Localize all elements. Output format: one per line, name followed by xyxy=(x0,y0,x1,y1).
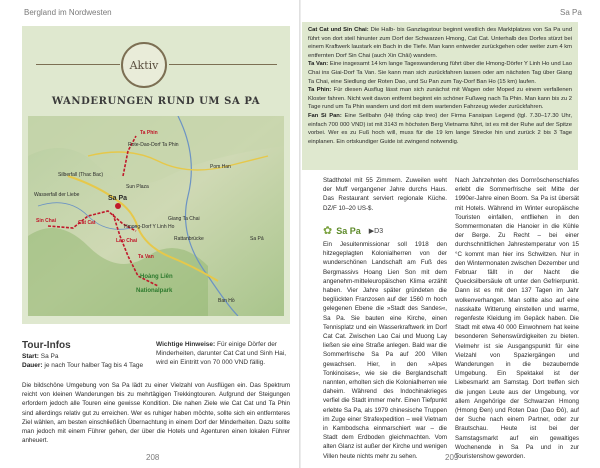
page-number-left: 208 xyxy=(146,453,160,462)
tour-hint xyxy=(156,340,290,367)
running-head-left: Bergland im Nordwesten xyxy=(24,8,112,17)
box-paragraph-fan-si-pan xyxy=(308,112,572,146)
box-lead-fan-si-pan: Fan Si Pan: xyxy=(308,112,342,119)
box-text-ta-phin: Für diesen Ausflug lässt man sich zunächst mit Wagen oder Moped zu einem verfallenen Kloster fahren. Nicht weit davon entfernt beginnt ein schöner Fußweg nach Ta Phin. Man kann bis zu 2 Tage rund um Ta Phin wandern und dort mit dem wartenden Fahrzeug wieder zurückfahren. xyxy=(308,87,572,111)
label-ban-ho: Ban Hồ xyxy=(218,298,235,304)
box-text-fan-si-pan: Eine Seilbahn (Hệ thống cáp treo) der Firma Fansipan Legend (tgl. 7.30–17.30 Uhr, einfach 700 000 VND) ist mit 3143 m höchsten Berg Vietnams führt, ist es mit der Ruhe auf der Spitze vorbei. Wer es zu Fuß hoch will, muss für die 19 km lange Strecke hin und zurück 2 bis 3 Tage einplanen. Ein ortskundiger Guide ist zwingend notwendig. xyxy=(308,112,572,145)
aktiv-badge-label: Aktiv xyxy=(129,58,159,72)
flower-icon: ✿ xyxy=(323,225,333,237)
tour-start xyxy=(22,353,59,360)
box-lead-ta-van: Ta Van: xyxy=(308,61,329,68)
page-number-right: 209 xyxy=(445,453,459,462)
section-name: Sa Pa xyxy=(336,225,361,236)
tour-infos-title: Tour-Infos xyxy=(22,340,71,351)
label-sa-pa: Sa Pa xyxy=(108,195,128,202)
badge-rule-left xyxy=(36,64,120,65)
box-paragraph-cat-cat xyxy=(308,26,572,60)
label-lao-chai: Lao Chai xyxy=(116,238,138,244)
box-lead-cat-cat: Cat Cat und Sin Chai: xyxy=(308,27,369,33)
label-rote-dao: Rote-Dao-Dorf Ta Phin xyxy=(128,142,179,148)
box-paragraph-ta-phin xyxy=(308,86,572,112)
label-rattanbruecke: Rattanbrücke xyxy=(174,236,204,242)
section-heading-sa-pa xyxy=(323,224,383,237)
tour-dauer xyxy=(22,362,143,369)
label-cat-cat: Cat Cat xyxy=(78,220,96,226)
map-reference: ▶D3 xyxy=(368,227,384,235)
label-hmong-dorf: Hmong-Dorf Y Linh Ho xyxy=(124,224,175,230)
label-ta-phin: Ta Phin xyxy=(140,130,158,136)
aktiv-badge xyxy=(121,42,167,88)
running-head-right: Sa Pa xyxy=(560,8,582,17)
label-silberfall: Silberfall (Thac Bac) xyxy=(58,172,104,178)
book-gutter xyxy=(299,0,301,468)
tour-hint-label: Wichtige Hinweise: xyxy=(156,341,216,348)
label-ta-van: Ta Van xyxy=(138,254,154,260)
label-pom-han: Pom Han xyxy=(210,164,231,170)
label-sun-plaza: Sun Plaza xyxy=(126,184,149,190)
right-col1-body-text: Ein Jesuitenmissionar soll 1918 den hitzegeplagten Kolonialherren von der wunderschönen Landschaft am Fuß des Bergmassivs Hoang Lien Son mit dem angenehm-mitteleuropäischen Klima erzählt haben. Vier Jahre später gründeten die beglückten Franzosen auf der 1560 m hoch gelegenen Ebene die »Stadt des Sandes«, Sa Pa. Sie bauten eine Kirche, einen Tennisplatz und ein Wasserkraftwerk im Dorf Cat Cat. Zwischen Lao Cai und Muong Lay ließen sie eine Straße anlegen. Bald war die Sommerfrische Sa Pa auf 200 Villen gewachsen. Hier, in den »Alpes Tonkinoises«, wie sie die Berglandschaft nannten, erholten sich die Kolonialherren wie daheim. Während des Indochinakrieges verfiel die Stadt immer mehr. Einen Tiefpunkt erlebte Sa Pa, als 1979 chinesische Truppen im Zuge einer Strafexpedition – weil Vietnam in Kambodscha einmarschiert war – die Stadt dem Erdboden gleichmachten. Vom alten Glanz ist außer der Kirche und wenigen Villen heute nichts mehr zu sehen. xyxy=(323,241,447,460)
box-text-cat-cat: Die Halb- bis Ganztagstour beginnt westlich des Marktplatzes von Sa Pa und führt von dort steil hinunter zum Dorf der Schwarzen Hmong, Cat Cat. Unterhalb des Dorfes stürzt bei einem Kraftwerk laustark ein Bach in die Tiefe. Man kann entweder zurückgehen oder weiter zum 4 km entfernten Dorf Sin Chai (auch Xin Chải) wandern. xyxy=(308,27,572,59)
box-paragraph-ta-van xyxy=(308,60,572,86)
hiking-map xyxy=(28,116,284,316)
label-sin-chai: Sin Chai xyxy=(36,218,57,224)
label-nationalpark: Nationalpark xyxy=(136,288,173,294)
sa-pa-marker xyxy=(115,203,121,209)
tour-dauer-label: Dauer: xyxy=(22,362,43,369)
map-canvas xyxy=(28,116,284,316)
figure-title: WANDERUNGEN RUND UM SA PA xyxy=(51,96,261,107)
badge-rule-right xyxy=(169,64,277,65)
tour-dauer-value: je nach Tour halber Tag bis 4 Tage xyxy=(44,362,144,369)
tour-start-label: Start: xyxy=(22,353,39,360)
box-text-ta-van: Eine insgesamt 14 km lange Tageswanderung führt über die Hmong-Dörfer Y Linh Ho und Lao Chai ins Giai-Dorf Ta Van. Sie kann man sich zurückfahren lassen oder am nächsten Tag über Giang Ta Chai, eine Siedlung der Roten Dao, und Su Pan zum Tay-Dorf Ban Ho (15 km) laufen. xyxy=(308,61,572,85)
left-body-text: Die bildschöne Umgebung von Sa Pa lädt zu einer Vielzahl von Ausflügen ein. Das Spektrum reicht von kleinen Wanderungen bis zu mehrtägigen Trekkingtouren. Aufgrund der Steigungen erfordern jedoch alle Touren eine gewisse Kondition. Die nahen Ziele wie Cat Cat und Ta Phin sind allerdings relativ gut zu erreichen. Wer es ruhiger haben möchte, sollte sich ein entfernteres Ziel wählen, am besten einschließlich Übernachtung in einem Dorf der Minderheiten. Dazu sollte man jedoch mit einem Führer gehen, der über die Hotels und Agenturen einen lokalen Führer anheuert. xyxy=(22,382,290,445)
tour-start-value: Sa Pa xyxy=(40,353,59,360)
right-col2-body-text: Nach Jahrzehnten des Dornröschenschlafes erlebt die Sommerfrische seit Mitte der 1990er-Jahre einen Boom. Sa Pa ist übersät mit Hotels. Während im Winter europäische Touristen einfallen, entfliehen in den Sommermonaten die Hanoier in die Kühle der Berge. Zu Recht – bei einer durchschnittlichen Jahrestemperatur von 15 °C kommt man hier ins Schwitzen. Nur in den Wintermonaten zwischen Dezember und Februar fällt in der Nacht die Quecksilbersäule oft unter den Gefrierpunkt. Dann ist es mit den 137 Tagen im Jahr wolkenverhangen. Man sollte also auf eine nasskalte Witterung einstellen und warme, regenfeste Kleidung im Gepäck haben. Die Stadt mit etwa 40 000 Einwohnern hat keine besonderen Sehenswürdigkeiten zu bieten. Vielmehr ist sie Ausgangspunkt für eine Vielzahl von Spaziergängen und Wanderungen in die bezaubernde Umgebung. Ein Spektakel ist der Liebesmarkt am Samstag. Dort treffen sich die jungen Leute aus der Umgebung, vor allem Angehörige der Schwarzen Hmong (Hmong Đen) und Roten Dao (Dao Đỏ), auf der Suche nach einem Partner, oder zur Brautschau. Heute ist bei der Samstagsmarkt auf ein gewaltiges Wochenende in Sa Pa und in zur Touristenshow geworden. xyxy=(455,177,579,461)
tour-description-box xyxy=(302,22,578,170)
box-lead-ta-phin: Ta Phin: xyxy=(308,87,332,94)
label-giang-ta-chai: Giang Ta Chai xyxy=(168,216,200,222)
label-sa-pa-tour: Sa Pả xyxy=(250,236,264,242)
label-wasserfall: Wasserfall der Liebe xyxy=(34,192,80,198)
right-col1-top-text: Stadthotel mit 55 Zimmern. Zuweilen weht der Muff vergangener Jahre durchs Haus. Das Restaurant serviert regionale Küche. DZ/F 10–20 US-$. xyxy=(323,177,447,212)
tour-hint-text: Für einige Dörfer der Minderheiten, darunter Cat Cat und Sinh Hai, wird ein Eintritt von 70 000 VND fällig. xyxy=(156,341,287,366)
label-hoang-lien: Hoàng Liên xyxy=(140,274,173,280)
